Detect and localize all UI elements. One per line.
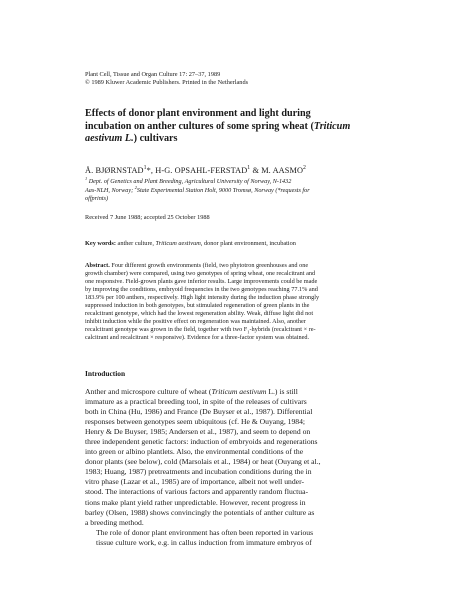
abstract-text: recalcitrant genotype was grown in the field, together with two F: [85, 325, 248, 333]
author-1: Å. BJØRNSTAD: [85, 166, 144, 175]
body-line: [85, 387, 385, 397]
title-text: incubation on anther cultures of some spring wheat (: [85, 120, 314, 132]
keywords-label: Key words:: [85, 240, 116, 247]
intro-paragraph-2: [85, 528, 385, 548]
subscript: 1: [247, 328, 250, 334]
affil-marker: 1: [85, 175, 88, 181]
abstract-line: recalcitrant genotype, which had the lowest regeneration ability. Weak, diffuse light did not: [85, 309, 314, 317]
body-line: immature as a practical breeding tool, in spite of the releases of cultivars: [85, 397, 307, 407]
intro-paragraph-1: [85, 387, 385, 528]
body-line: vitro phase (Lazar et al., 1985) are of importance, albeit not well under-: [85, 477, 305, 487]
body-line: donor plants (see below), cold (Marsolais et al., 1984) or heat (Ouyang et al.,: [85, 457, 321, 467]
abstract-label: Abstract.: [85, 262, 110, 269]
affil-text: Aas-NLH, Norway;: [85, 186, 135, 194]
body-line: into green or albino plantlets. Also, the environmental conditions of the: [85, 447, 304, 457]
section-heading-introduction: Introduction: [85, 369, 126, 378]
abstract-text: -hybrids (recalcitrant × re-: [249, 325, 316, 333]
corresponding-marker: *,: [146, 166, 156, 175]
body-line: both in China (Hu, 1986) and France (De Buyser et al., 1987). Differential: [85, 407, 313, 417]
title-species: aestivum L.: [85, 133, 134, 145]
affiliations: [85, 175, 385, 204]
abstract-line: inhibit induction while the positive effect on regeneration was maintained. Also, another: [85, 317, 306, 325]
affil-line-1: [85, 175, 385, 187]
abstract-line: growth chamber) were compared, using two genotypes of spring wheat, one recalcitrant and: [85, 269, 316, 277]
affil-text: Dept. of Genetics and Plant Breeding, Agricultural University of Norway, N-1432: [87, 178, 292, 185]
keyword-species: Triticum aestivum: [155, 240, 201, 247]
title-line-3: [85, 133, 385, 146]
abstract-line: calcitrant and recalcitrant × responsive). Evidence for a three-factor system was obtained.: [85, 333, 310, 341]
received-dates: Received 7 June 1988; accepted 25 October 1988: [85, 214, 210, 221]
body-text: L.) is still: [266, 387, 298, 396]
author-2: H-G. OPSAHL-FERSTAD: [155, 166, 248, 175]
abstract-line: 183.9% per 100 anthers, respectively. High light intensity during the induction phase strongly: [85, 293, 320, 301]
body-line: tions make plant yield rather unpredictable. However, recent progress in: [85, 497, 306, 507]
title-line-2: [85, 121, 385, 134]
abstract-line: [85, 326, 385, 334]
author-separator: &: [250, 166, 262, 175]
title-genus: Triticum: [313, 120, 351, 132]
keyword-text: anther culture,: [115, 240, 156, 247]
body-line: barley (Olsen, 1988) shows convincingly the potentials of anther culture as: [85, 507, 315, 517]
affil-line-3: offprints): [85, 195, 109, 203]
affil-marker: 2: [134, 184, 137, 190]
affil-marker: 1: [143, 165, 147, 172]
article-title: [85, 108, 385, 146]
abstract: [85, 262, 385, 342]
keyword-text: , donor plant environment, incubation: [200, 240, 296, 247]
copyright-line: © 1989 Kluwer Academic Publishers. Printed in the Netherlands: [85, 79, 249, 87]
affil-marker: 1: [247, 165, 251, 172]
affil-marker: 2: [303, 165, 307, 172]
author-3: M. AASMO: [261, 166, 304, 175]
affil-text: State Experimental Station Holt, 9000 Tromsø, Norway (*requests for: [136, 186, 310, 194]
body-line: 1983; Huang, 1987) pretreatments and incubation conditions during the in: [85, 467, 312, 477]
body-line: Henry & De Buyser, 1985; Andersen et al., 1987), and seem to depend on: [85, 427, 311, 437]
author-line: [85, 166, 385, 176]
abstract-line: suppressed induction in both genotypes, but stimulated regeneration of green plants in the: [85, 301, 310, 309]
abstract-text: Four different growth environments (field, two phytotron greenhouses and one: [109, 262, 309, 269]
affil-line-2: [85, 184, 385, 196]
body-line: tissue culture work, e.g. in callus induction from immature embryos of: [96, 538, 312, 548]
body-line: The role of donor plant environment has often been reported in various: [96, 528, 314, 538]
species-name: Triticum aestivum: [211, 387, 267, 396]
body-line: three independent genetic factors: induction of embryoids and regenerations: [85, 437, 318, 447]
abstract-line: one responsive. Field-grown plants gave inferior results. Large improvements could be made: [85, 277, 318, 285]
abstract-line: [85, 262, 385, 270]
title-line-1: Effects of donor plant environment and light during: [85, 108, 311, 119]
abstract-line: by improving the conditions, embryoid frequencies in the two genotypes reaching 77.1% and: [85, 285, 318, 293]
journal-header: [85, 71, 385, 88]
body-line: stood. The interactions of various factors and apparently random fluctua-: [85, 487, 309, 497]
journal-citation: Plant Cell, Tissue and Organ Culture 17: 27–37, 1989: [85, 71, 221, 78]
body-line: a breeding method.: [85, 517, 144, 527]
keywords: [85, 240, 385, 248]
introduction-body: [85, 387, 385, 548]
body-line: responses between genotypes seem ubiquitous (cf. He & Ouyang, 1984;: [85, 417, 306, 427]
author-list: [85, 166, 385, 176]
title-text: ) cultivars: [133, 133, 178, 145]
body-text: Anther and microspore culture of wheat (: [85, 387, 212, 396]
